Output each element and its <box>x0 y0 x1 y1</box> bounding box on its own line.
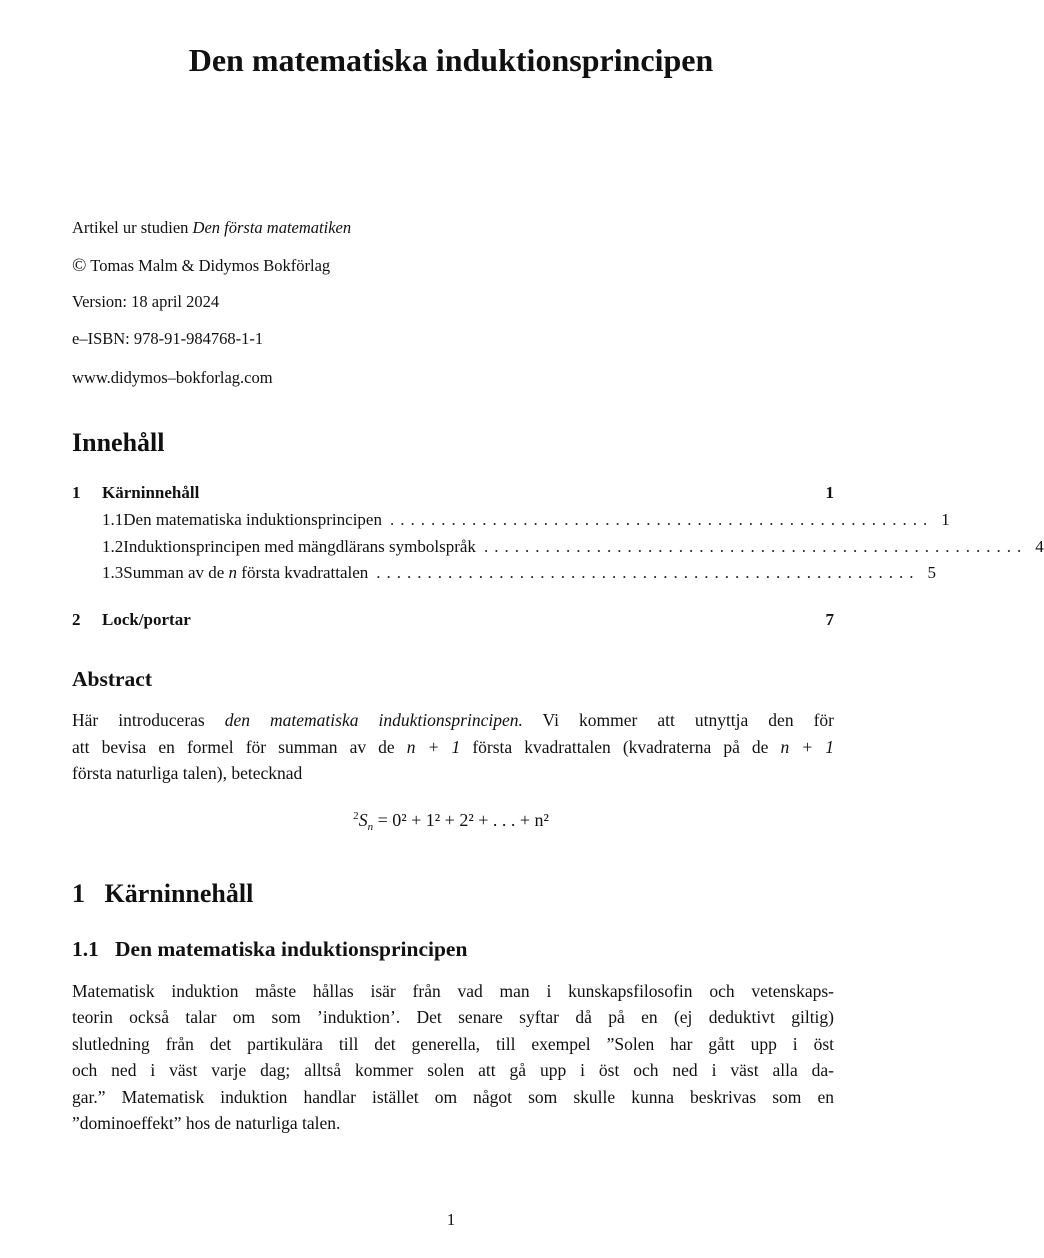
toc-leader: ..................................................... <box>389 510 934 529</box>
toc-leader: ..................................................... <box>483 537 1028 556</box>
abstract-line: Här introduceras den matematiska induktionsprincipen. Vi kommer att utnyttja den för <box>72 710 834 730</box>
article-prefix: Artikel ur studien <box>72 218 193 237</box>
copyright-icon: © <box>72 255 87 276</box>
study-title: Den första matematiken <box>192 218 352 237</box>
abstract-heading: Abstract <box>72 667 153 691</box>
toc-label: Den matematiska induktionsprincipen <box>123 510 382 529</box>
toc-entry-1-3[interactable] <box>72 563 937 583</box>
document-title: Den matematiska induktionsprincipen <box>188 42 714 78</box>
paragraph-line: ”dominoeffekt” hos de naturliga talen. <box>72 1113 341 1133</box>
abstract-line: att bevisa en formel för summan av de n + 1 första kvadrattalen (kvadraterna på de n + 1 <box>72 737 835 757</box>
isbn: e–ISBN: 978-91-984768-1-1 <box>72 329 264 348</box>
toc-entry-1-1[interactable] <box>72 510 950 530</box>
paragraph-line: Matematisk induktion måste hållas isär från vad man i kunskapsfilosofin och vetenskaps- <box>72 981 834 1001</box>
toc-label: Induktionsprincipen med mängdlärans symbolspråk <box>123 537 476 556</box>
copyright-line <box>72 255 330 277</box>
subsection-heading: 1.1 Den matematiska induktionsprincipen <box>72 937 468 961</box>
abstract-line: första naturliga talen), betecknad <box>72 763 303 783</box>
paragraph-line: gar.” Matematisk induktion handlar istället om något som skulle kunna beskrivas som en <box>72 1087 834 1107</box>
toc-label: Lock/portar <box>102 610 191 629</box>
toc-entry-1-2[interactable] <box>72 537 1044 557</box>
paragraph-line: teorin också talar om som ’induktion’. Det senare syftar då på en (ej deduktivt giltig) <box>72 1007 834 1027</box>
toc-label: Summan av de n första kvadrattalen <box>123 563 369 582</box>
paragraph-line: och ned i väst varje dag; alltså kommer solen att gå upp i öst och ned i väst alla da- <box>72 1060 834 1080</box>
toc-heading: Innehåll <box>72 428 165 457</box>
toc-num: 1 <box>72 483 81 502</box>
toc-num: 2 <box>72 610 81 629</box>
toc-page: 4 <box>1035 537 1044 556</box>
toc-num: 1.2 <box>102 537 124 556</box>
toc-entry-2[interactable] <box>72 610 834 630</box>
toc-num: 1.3 <box>102 563 124 582</box>
toc-label: Kärninnehåll <box>102 483 200 502</box>
toc-page: 1 <box>941 510 950 529</box>
section-heading: 1 Kärninnehåll <box>72 879 254 908</box>
website: www.didymos–bokforlag.com <box>72 368 273 387</box>
version: Version: 18 april 2024 <box>72 292 220 311</box>
copyright-text: Tomas Malm & Didymos Bokförlag <box>90 256 331 275</box>
toc-page: 5 <box>927 563 937 582</box>
paragraph-line: slutledning från det partikulära till det generella, till exempel ”Solen har gått upp i öst <box>72 1034 834 1054</box>
toc-leader: ..................................................... <box>376 563 920 582</box>
sum-formula: $^2S_n = 0^2 + 1^2 + 2^2$ + . . . + n² <box>353 810 549 833</box>
toc-entry-1[interactable] <box>72 483 834 503</box>
toc-page: 1 <box>825 483 834 502</box>
page-number: 1 <box>446 1210 456 1229</box>
toc-num: 1.1 <box>102 510 124 529</box>
toc-page: 7 <box>825 610 834 629</box>
article-source <box>72 218 351 238</box>
